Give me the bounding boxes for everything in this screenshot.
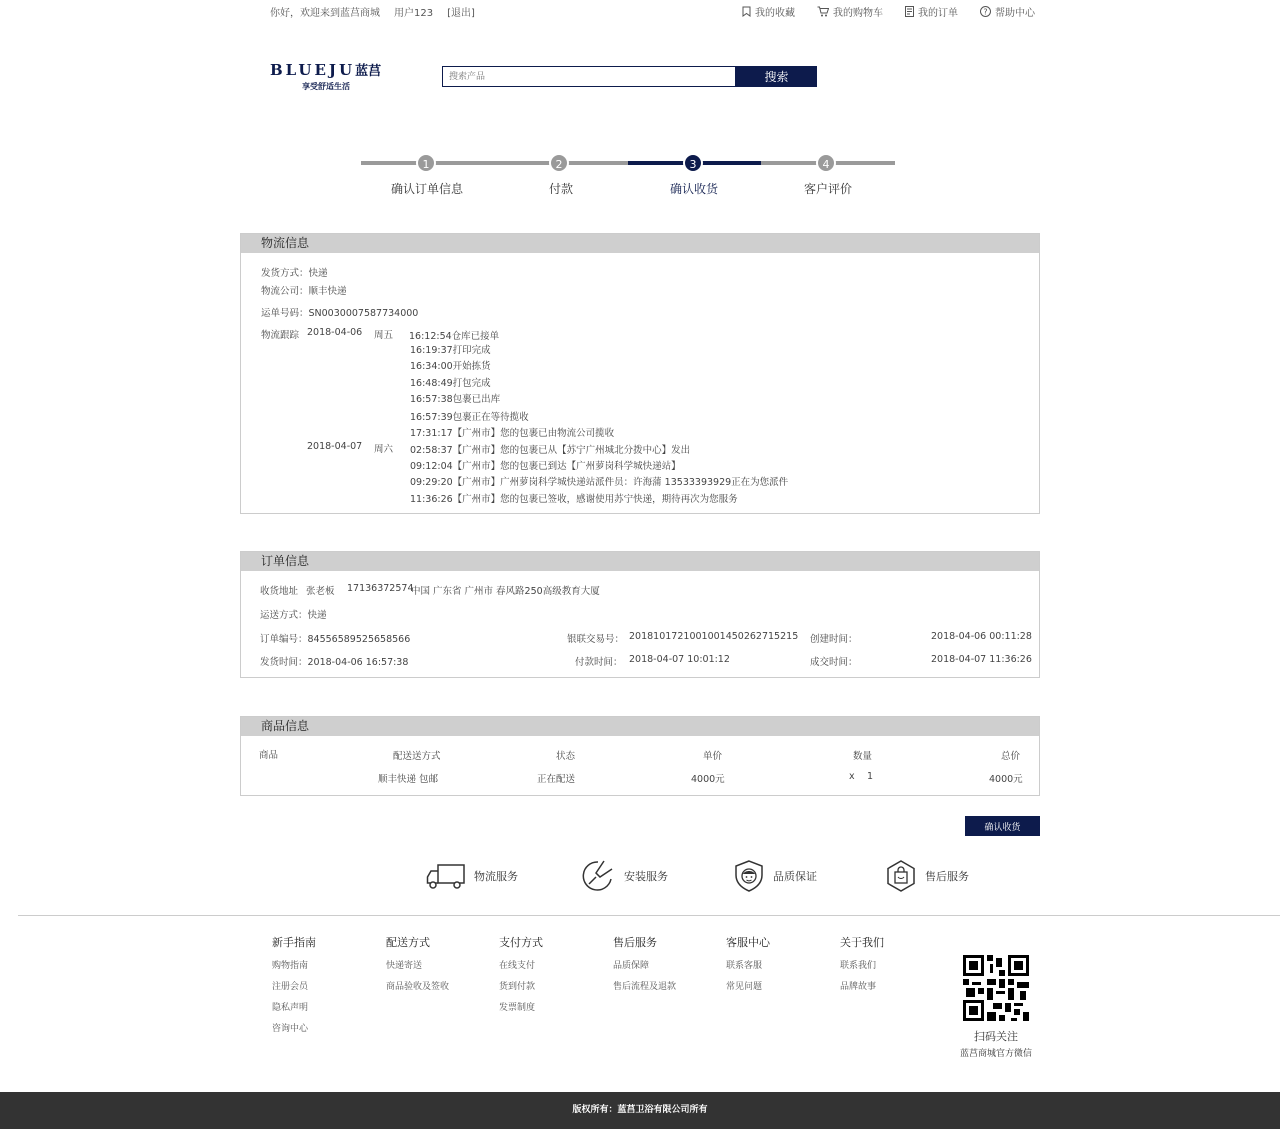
track-event: 11:36:26【广州市】您的包裹已签收，感谢使用苏宁快递，期待再次为您服务 — [410, 494, 738, 505]
help-link[interactable] — [980, 4, 1035, 19]
footer-link[interactable]: 咨询中心 — [272, 1024, 309, 1034]
step-1-circle: 1 — [416, 153, 436, 173]
logo-slogan: 享受舒适生活 — [302, 82, 350, 91]
footer-col-payment — [499, 934, 543, 1021]
search-button[interactable]: 搜索 — [736, 66, 817, 87]
top-bar — [270, 4, 1035, 20]
col-header-status: 状态 — [556, 751, 576, 762]
footer-col-title: 支付方式 — [499, 936, 543, 949]
item-shipping: 顺丰快递 包邮 — [378, 774, 439, 785]
item-status: 正在配送 — [537, 774, 576, 785]
shipping-method: 发货方式：快递 — [261, 268, 328, 279]
step-4-circle: 4 — [816, 153, 836, 173]
recipient-name: 张老板 — [306, 586, 335, 597]
footer-link[interactable]: 隐私声明 — [272, 1003, 309, 1013]
help-label: 帮助中心 — [995, 8, 1035, 19]
footer-link[interactable]: 快递寄送 — [386, 961, 423, 971]
logo-brand-cn: 蓝莒 — [355, 64, 382, 79]
footer-col-aftersales — [613, 934, 676, 1000]
step-1-label: 确认订单信息 — [390, 182, 463, 196]
item-qty-x: x — [849, 771, 855, 782]
track-date: 2018-04-07 — [307, 441, 363, 452]
service-logistics-label: 物流服务 — [474, 870, 518, 883]
step-2-circle: 2 — [549, 153, 569, 173]
step-3-circle: 3 — [683, 153, 703, 173]
step-2-label: 付款 — [548, 182, 573, 196]
footer-link[interactable]: 联系客服 — [726, 961, 763, 971]
cart-link[interactable] — [817, 4, 883, 19]
welcome-text: 你好，欢迎来到蓝莒商城 — [270, 8, 380, 19]
footer-link[interactable]: 商品验收及签收 — [386, 982, 450, 992]
service-installation-label: 安装服务 — [624, 870, 668, 883]
created-label: 创建时间： — [810, 634, 858, 645]
footer-col-title: 售后服务 — [613, 936, 657, 949]
confirm-receipt-button[interactable]: 确认收货 — [965, 816, 1040, 836]
track-event: 16:12:54仓库已接单 — [409, 331, 500, 342]
track-event: 17:31:17【广州市】您的包裹已由物流公司揽收 — [410, 428, 615, 439]
item-total: 4000元 — [989, 774, 1023, 785]
footer-link[interactable]: 联系我们 — [840, 961, 877, 971]
recipient-phone: 17136372574 — [347, 583, 414, 594]
step-3-label: 确认收货 — [669, 182, 718, 196]
footer-link[interactable]: 货到付款 — [499, 982, 536, 992]
track-weekday: 周五 — [374, 330, 394, 341]
footer-link[interactable]: 发票制度 — [499, 1003, 536, 1013]
progress-track-done — [361, 161, 628, 165]
logistics-company: 物流公司：顺丰快递 — [261, 286, 347, 297]
logistics-panel — [240, 233, 1040, 514]
logout-link[interactable]: [退出] — [447, 8, 475, 19]
goods-title: 商品信息 — [241, 717, 1039, 736]
qr-code-icon — [963, 955, 1029, 1021]
col-header-price: 单价 — [703, 751, 723, 762]
footer-col-title: 配送方式 — [386, 936, 430, 949]
cart-icon — [817, 6, 829, 17]
goods-panel — [240, 716, 1040, 796]
favorites-link[interactable] — [742, 4, 795, 19]
pay-time: 2018-04-07 10:01:12 — [629, 654, 730, 665]
service-logistics[interactable] — [426, 858, 518, 894]
svg-text:?: ? — [983, 7, 988, 17]
item-qty: 1 — [867, 771, 874, 782]
track-weekday: 周六 — [374, 444, 394, 455]
order-panel — [240, 551, 1040, 678]
address-label: 收货地址 — [260, 586, 299, 597]
col-header-qty: 数量 — [853, 751, 873, 762]
qr-title: 扫码关注 — [974, 1030, 1018, 1043]
footer-link[interactable]: 注册会员 — [272, 982, 309, 992]
qr-caption — [955, 1028, 1037, 1059]
done-label: 成交时间： — [810, 657, 858, 668]
ship-time: 发货时间：2018-04-06 16:57:38 — [260, 657, 409, 668]
logo-brand-en: BLUEJU — [270, 61, 356, 79]
bank-txn-number: 20181017210010014502627152​15 — [629, 631, 799, 642]
track-event: 16:48:49打包完成 — [410, 378, 491, 389]
done-time: 2018-04-07 11:36:26 — [931, 654, 1032, 665]
service-aftersales[interactable] — [885, 858, 969, 894]
tracking-label: 物流跟踪 — [261, 330, 300, 341]
track-event: 16:19:37打印完成 — [410, 345, 491, 356]
cart-label: 我的购物车 — [833, 8, 883, 19]
col-header-shipping: 配送送方式 — [393, 751, 441, 762]
search-bar — [442, 66, 817, 87]
track-event: 16:57:39包裹正在等待揽收 — [410, 412, 529, 423]
item-price: 4000元 — [691, 774, 725, 785]
tracking-number: 运单号码：SN0030007587734000 — [261, 308, 419, 319]
footer-link[interactable]: 在线支付 — [499, 961, 536, 971]
service-quality[interactable] — [733, 858, 817, 894]
service-installation[interactable] — [580, 858, 668, 894]
copyright-text: 版权所有：蓝莒卫浴有限公司所有 — [572, 1105, 708, 1115]
footer-col-delivery — [386, 934, 449, 1000]
track-event: 09:29:20【广州市】广州萝岗科学城快递站派件员：许海蒲 13533393929正在为您派件 — [410, 477, 789, 488]
footer-col-title: 客服中心 — [726, 936, 770, 949]
order-title: 订单信息 — [241, 552, 1039, 571]
search-input[interactable] — [442, 66, 736, 87]
orders-link[interactable] — [905, 4, 958, 19]
footer-divider — [18, 915, 1280, 916]
recipient-address: 中国 广东省 广州市 春风路250高级教育大厦 — [411, 586, 600, 597]
truck-icon — [426, 861, 466, 891]
pay-label: 付款时间： — [575, 657, 623, 668]
track-event: 16:57:38包裹已出库 — [410, 394, 501, 405]
track-event: 09:12:04【广州市】您的包裹已到达【广州萝岗科学城快递站】 — [410, 461, 681, 472]
question-icon — [980, 6, 991, 17]
track-event: 16:34:00开始拣货 — [410, 361, 491, 372]
footer-link[interactable]: 购物指南 — [272, 961, 309, 971]
document-icon — [905, 6, 914, 17]
footer-col-service — [726, 934, 770, 1000]
track-event: 02:58:37【广州市】您的包裹已从【苏宁广州城北分拨中心】发出 — [410, 445, 691, 456]
col-header-total: 总价 — [1001, 751, 1021, 762]
bank-txn-label: 银联交易号： — [567, 634, 625, 645]
qr-subtitle: 蓝莒商城官方微信 — [959, 1049, 1032, 1059]
footer-link[interactable]: 品质保障 — [613, 961, 650, 971]
footer-col-title: 新手指南 — [272, 936, 316, 949]
favorites-label: 我的收藏 — [755, 8, 795, 19]
service-aftersales-label: 售后服务 — [925, 870, 969, 883]
step-4-label: 客户评价 — [803, 182, 852, 196]
created-time: 2018-04-06 00:11:28 — [931, 631, 1032, 642]
bookmark-icon — [742, 6, 751, 17]
service-quality-label: 品质保证 — [773, 870, 817, 883]
logistics-title: 物流信息 — [241, 234, 1039, 253]
delivery-method: 运送方式：快递 — [260, 610, 327, 621]
username-link[interactable]: 用户123 — [394, 8, 434, 19]
shopping-bag-icon — [885, 859, 917, 893]
col-header-product: 商品 — [259, 750, 279, 761]
shield-icon — [733, 859, 765, 893]
orders-label: 我的订单 — [918, 8, 958, 19]
logo[interactable] — [270, 60, 385, 92]
copyright-bar — [0, 1092, 1280, 1129]
order-number: 订单编号：84556589525658566 — [260, 634, 411, 645]
footer-link[interactable]: 常见问题 — [726, 982, 763, 992]
track-date: 2018-04-06 — [307, 327, 363, 338]
footer-col-title: 关于我们 — [840, 936, 884, 949]
order-progress-steps — [361, 150, 895, 200]
footer-col-about — [840, 934, 884, 1000]
footer-link[interactable]: 品牌故事 — [840, 982, 877, 992]
footer-link[interactable]: 售后流程及退款 — [613, 982, 677, 992]
footer-col-guide — [272, 934, 316, 1042]
wrench-icon — [580, 859, 616, 893]
